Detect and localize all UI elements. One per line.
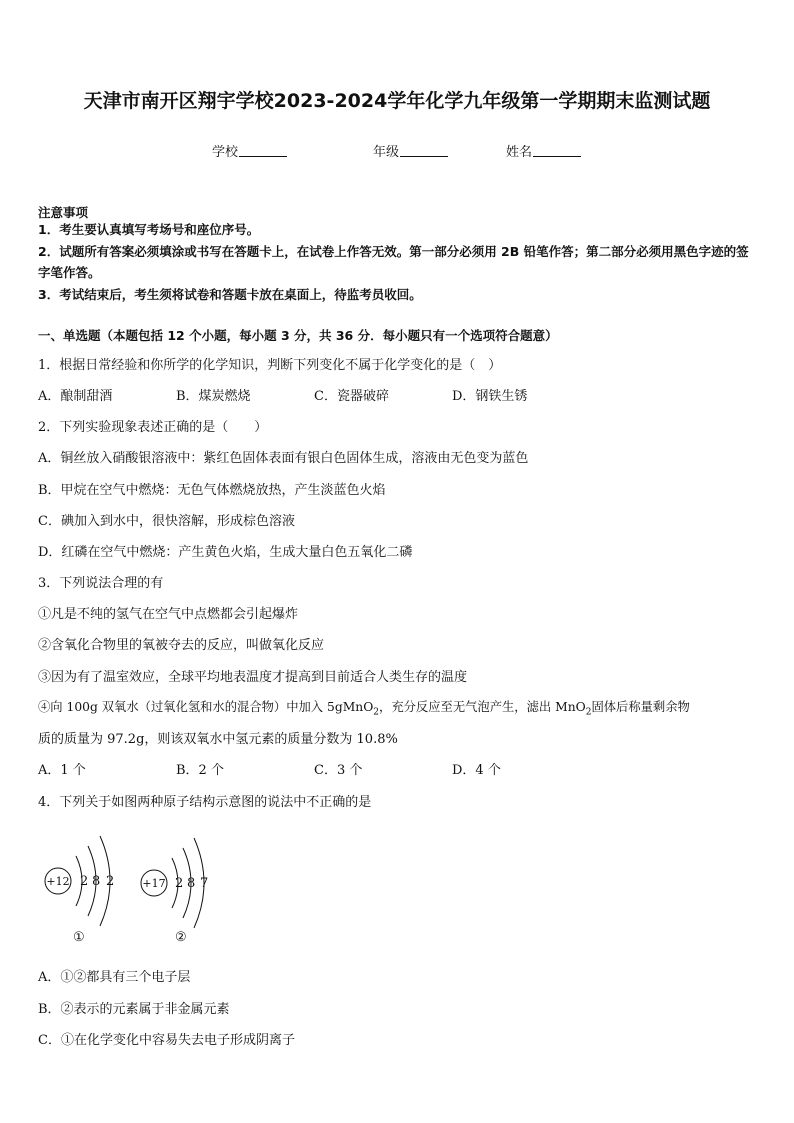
note-2: 2．试题所有答案必须填涂或书写在答题卡上，在试卷上作答无效。第一部分必须用 2B 铅笔作答；第二部分必须用黑色字迹的签字笔作答。 bbox=[38, 244, 749, 280]
school-blank[interactable] bbox=[239, 143, 287, 157]
q3-statement-4-cont: 质的质量为 97.2g，则该双氧水中氢元素的质量分数为 10.8% bbox=[38, 732, 398, 747]
name-blank[interactable] bbox=[533, 143, 581, 157]
q1-option-c: C．瓷器破碎 bbox=[314, 389, 389, 404]
q3-option-b: B．2 个 bbox=[176, 763, 224, 778]
page-title: 天津市南开区翔宇学校2023-2024学年化学九年级第一学期期末监测试题 bbox=[83, 90, 711, 112]
q3-statement-1: ①凡是不纯的氢气在空气中点燃都会引起爆炸 bbox=[38, 607, 299, 622]
q4-option-b: B．②表示的元素属于非金属元素 bbox=[38, 1002, 230, 1017]
q1-option-d: D．钢铁生锈 bbox=[452, 389, 528, 404]
atom-1-electrons-shell-1: 2 bbox=[80, 874, 89, 889]
note-3: 3．考试结束后，考生须将试卷和答题卡放在桌面上，待监考员收回。 bbox=[38, 287, 422, 302]
q3-option-c: C．3 个 bbox=[314, 763, 363, 778]
q3-option-d: D．4 个 bbox=[452, 763, 501, 778]
grade-label: 年级 bbox=[373, 145, 400, 160]
atom-1-electrons-shell-2: 8 bbox=[92, 874, 101, 889]
q2-option-c: C．碘加入到水中，很快溶解，形成棕色溶液 bbox=[38, 514, 295, 529]
q3-statement-4 bbox=[38, 697, 690, 717]
note-1: 1．考生要认真填写考场号和座位序号。 bbox=[38, 222, 260, 237]
atom-1-nucleus-charge: +12 bbox=[46, 875, 70, 888]
q4-stem: 4．下列关于如图两种原子结构示意图的说法中不正确的是 bbox=[38, 795, 372, 810]
q3-s4-part3: 固体后称量剩余物 bbox=[591, 700, 690, 714]
q3-s4-part1: ④向 100g 双氧水（过氧化氢和水的混合物）中加入 5gMnO bbox=[38, 700, 374, 714]
section-heading: 一、单选题（本题包括 12 个小题，每小题 3 分，共 36 分．每小题只有一个选项符合题意） bbox=[38, 328, 558, 343]
q1-option-a: A．酿制甜酒 bbox=[38, 389, 113, 404]
atom-1-electrons-shell-3: 2 bbox=[106, 874, 115, 889]
school-field[interactable] bbox=[212, 141, 287, 160]
q3-stem: 3．下列说法合理的有 bbox=[38, 576, 164, 591]
q1-option-b: B．煤炭燃烧 bbox=[176, 389, 251, 404]
atom-2 bbox=[141, 838, 208, 945]
q3-option-a: A．1 个 bbox=[38, 763, 86, 778]
q3-statement-3: ③因为有了温室效应，全球平均地表温度才提高到目前适合人类生存的温度 bbox=[38, 670, 468, 685]
atom-2-nucleus-charge: +17 bbox=[142, 877, 166, 890]
q2-option-a: A．铜丝放入硝酸银溶液中：紫红色固体表面有银白色固体生成，溶液由无色变为蓝色 bbox=[38, 451, 529, 466]
grade-blank[interactable] bbox=[400, 143, 448, 157]
q3-s4-sub1: 2 bbox=[373, 707, 380, 718]
q2-option-d: D．红磷在空气中燃烧：产生黄色火焰，生成大量白色五氧化二磷 bbox=[38, 545, 413, 560]
q1-stem: 1．根据日常经验和你所学的化学知识，判断下列变化不属于化学变化的是（ ） bbox=[38, 358, 502, 373]
atom-1 bbox=[45, 836, 114, 945]
grade-field[interactable] bbox=[373, 141, 448, 160]
name-field[interactable] bbox=[506, 141, 581, 160]
q2-stem: 2．下列实验现象表述正确的是（ ） bbox=[38, 420, 268, 435]
notes-heading: 注意事项 bbox=[38, 205, 89, 220]
atom-2-label: ② bbox=[175, 930, 187, 945]
atom-2-electrons-shell-2: 8 bbox=[187, 876, 196, 891]
atom-2-electrons-shell-1: 2 bbox=[175, 876, 184, 891]
name-label: 姓名 bbox=[506, 145, 533, 160]
q3-s4-sub2: 2 bbox=[585, 707, 592, 718]
q2-option-b: B．甲烷在空气中燃烧：无色气体燃烧放热，产生淡蓝色火焰 bbox=[38, 483, 386, 498]
q4-option-c: C．①在化学变化中容易失去电子形成阴离子 bbox=[38, 1033, 295, 1048]
atom-1-label: ① bbox=[73, 930, 85, 945]
school-label: 学校 bbox=[212, 145, 239, 160]
atom-2-electrons-shell-3: 7 bbox=[200, 876, 209, 891]
q3-statement-2: ②含氧化合物里的氧被夺去的反应，叫做氧化反应 bbox=[38, 638, 325, 653]
q4-option-a: A．①②都具有三个电子层 bbox=[38, 970, 191, 985]
q3-s4-part2: ，充分反应至无气泡产生，滤出 MnO bbox=[379, 700, 586, 714]
atomic-structure-diagram bbox=[38, 830, 238, 950]
